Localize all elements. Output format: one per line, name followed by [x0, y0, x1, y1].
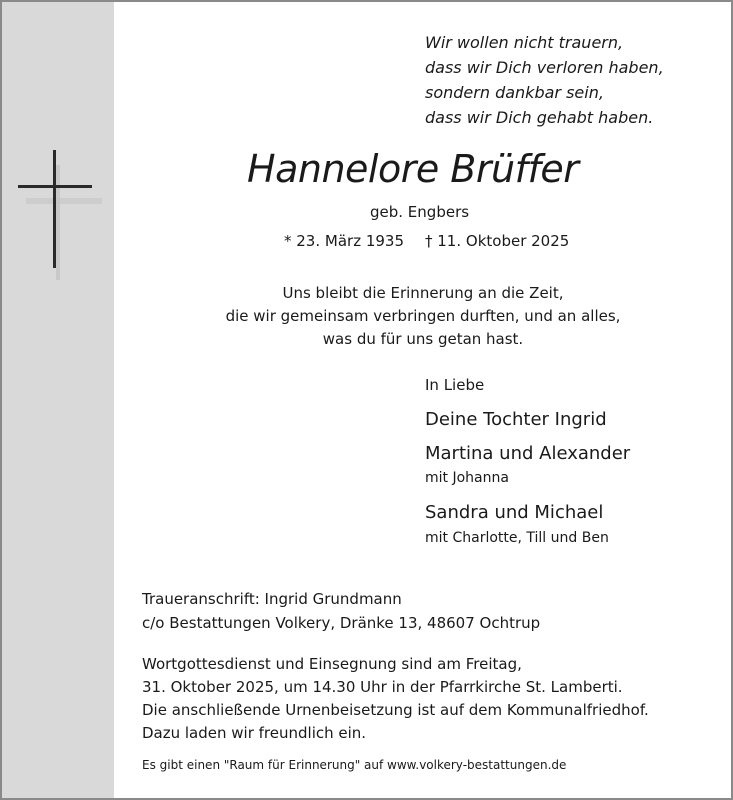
poem [425, 30, 664, 130]
mourner-name: Martina und Alexander [425, 443, 631, 464]
memory-line: was du für uns getan hast. [322, 330, 524, 348]
memory-line: die wir gemeinsam verbringen durften, und an alles, [225, 307, 621, 325]
mourning-address [142, 587, 540, 635]
poem-line: Wir wollen nicht trauern, [425, 33, 624, 52]
memory-line: Uns bleibt die Erinnerung an die Zeit, [282, 284, 564, 302]
mourner-with: mit Charlotte, Till und Ben [425, 530, 609, 546]
mourner-name: Deine Tochter Ingrid [425, 409, 607, 430]
side-strip [2, 2, 114, 798]
memory-text [213, 282, 633, 351]
death-date: † 11. Oktober 2025 [425, 232, 570, 250]
service-line: Dazu laden wir freundlich ein. [142, 724, 367, 742]
mourners-intro: In Liebe [425, 376, 485, 394]
address-line: c/o Bestattungen Volkery, Dränke 13, 48607 Ochtrup [142, 614, 541, 632]
poem-line: dass wir Dich verloren haben, [425, 58, 664, 77]
birth-date: * 23. März 1935 [284, 232, 405, 250]
poem-line: dass wir Dich gehabt haben. [425, 108, 654, 127]
footer-note: Es gibt einen "Raum für Erinnerung" auf www.volkery-bestattungen.de [142, 758, 567, 772]
poem-line: sondern dankbar sein, [425, 83, 604, 102]
service-line: Wortgottesdienst und Einsegnung sind am Freitag, [142, 655, 522, 673]
service-info [142, 653, 649, 745]
service-line: Die anschließende Urnenbeisetzung ist auf dem Kommunalfriedhof. [142, 701, 649, 719]
address-line: Traueranschrift: Ingrid Grundmann [142, 590, 402, 608]
maiden-name: geb. Engbers [370, 203, 470, 221]
service-line: 31. Oktober 2025, um 14.30 Uhr in der Pfarrkirche St. Lamberti. [142, 678, 623, 696]
mourner-with: mit Johanna [425, 470, 509, 486]
deceased-name: Hannelore Brüffer [247, 147, 579, 191]
mourner-name: Sandra und Michael [425, 502, 604, 523]
cross-icon [14, 145, 104, 280]
